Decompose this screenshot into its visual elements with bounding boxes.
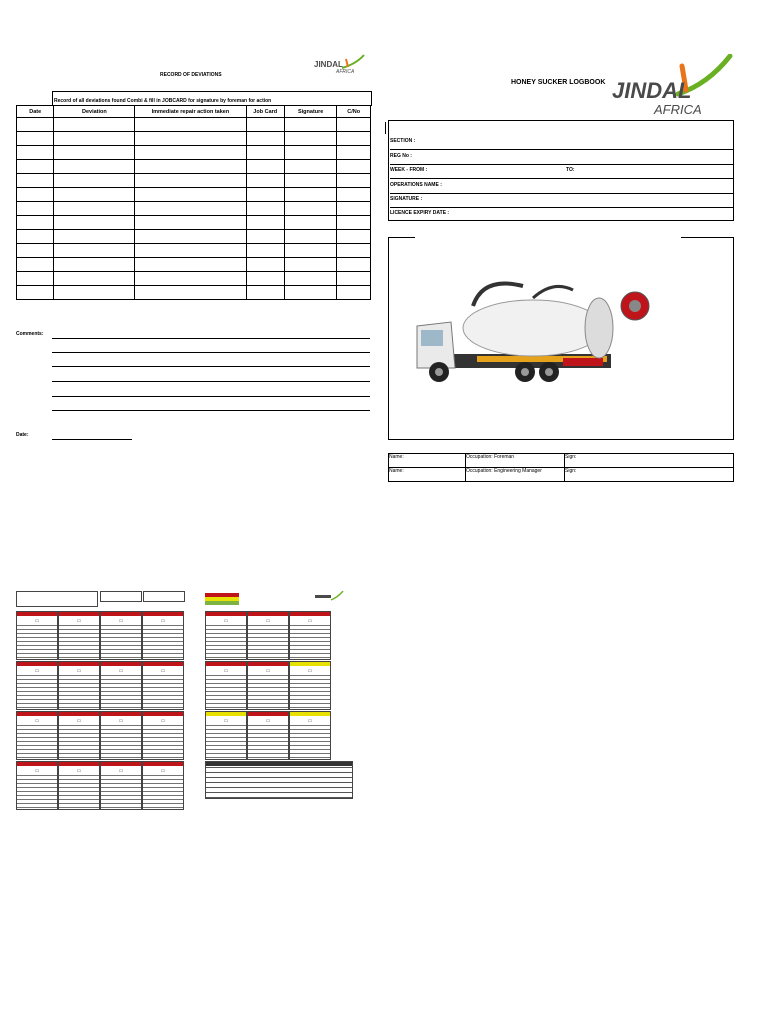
card-rows [143, 625, 183, 658]
signoff-sign[interactable]: Sign: [565, 468, 734, 482]
deviation-cell[interactable] [337, 118, 371, 132]
deviation-cell[interactable] [246, 118, 284, 132]
deviation-cell[interactable] [284, 202, 336, 216]
deviation-cell[interactable] [337, 202, 371, 216]
field-section[interactable]: SECTION : [390, 135, 734, 150]
deviation-row [17, 216, 371, 230]
vehicle-photo-frame [388, 237, 734, 440]
deviation-row [17, 202, 371, 216]
deviation-cell[interactable] [135, 160, 246, 174]
card-item-icon: ▭ [76, 617, 82, 624]
card-item-icon: ▭ [118, 767, 124, 774]
signoff-row-foreman [389, 454, 734, 468]
card-rows [143, 725, 183, 758]
signoff-table [388, 453, 734, 482]
jindal-africa-logo [612, 54, 734, 118]
card-item-icon: ▭ [265, 617, 271, 624]
deviation-cell[interactable] [135, 230, 246, 244]
deviation-cell[interactable] [284, 216, 336, 230]
thumbnail-checklist-card [142, 611, 184, 660]
card-item-icon: ▭ [307, 717, 313, 724]
card-item-icon: ▭ [34, 767, 40, 774]
deviation-cell[interactable] [246, 286, 284, 300]
field-week-from[interactable]: WEEK - FROM : TO: [390, 164, 734, 179]
deviation-cell[interactable] [135, 286, 246, 300]
col-job-card: Job Card [246, 106, 284, 118]
deviation-cell[interactable] [337, 244, 371, 258]
date-line[interactable] [52, 439, 132, 440]
card-rows [59, 775, 99, 808]
deviations-table [16, 105, 371, 300]
thumbnail-checklist-card [205, 711, 247, 760]
card-rows [101, 625, 141, 658]
deviation-cell[interactable] [337, 146, 371, 160]
thumbnail-checklist-card [289, 611, 331, 660]
deviation-cell[interactable] [246, 272, 284, 286]
deviation-row [17, 160, 371, 174]
deviation-cell[interactable] [337, 132, 371, 146]
comment-line[interactable] [52, 410, 370, 411]
col-c-no: C/No [337, 106, 371, 118]
thumbnail-checklist-card [58, 661, 100, 710]
deviation-cell[interactable] [246, 160, 284, 174]
card-rows [59, 675, 99, 708]
deviation-cell[interactable] [337, 286, 371, 300]
thumbnail-header-box [16, 591, 98, 607]
card-item-icon: ▭ [76, 767, 82, 774]
card-item-icon: ▭ [34, 717, 40, 724]
card-rows [17, 725, 57, 758]
deviation-cell[interactable] [17, 202, 54, 216]
signoff-name[interactable]: Name: [389, 454, 466, 468]
card-item-icon: ▭ [160, 617, 166, 624]
thumbnail-checklist-card [58, 711, 100, 760]
deviation-cell[interactable] [17, 230, 54, 244]
deviation-cell[interactable] [17, 244, 54, 258]
deviation-cell[interactable] [135, 216, 246, 230]
field-operations-name[interactable]: OPERATIONS NAME : [390, 179, 734, 194]
deviation-row [17, 118, 371, 132]
deviation-cell[interactable] [17, 216, 54, 230]
deviations-instruction: Record of all deviations found Combi & fill in JOBCARD for signature by foreman for action [54, 98, 272, 104]
card-item-icon: ▭ [76, 667, 82, 674]
thumbnail-checklist-card [16, 761, 58, 810]
logo-brand: JINDAL [612, 78, 692, 103]
deviations-instruction-box [52, 91, 372, 106]
thumbnail-checklist-card [58, 611, 100, 660]
deviation-cell[interactable] [54, 244, 135, 258]
thumbnail-checklist-card [16, 661, 58, 710]
col-signature: Signature [284, 106, 336, 118]
deviation-cell[interactable] [246, 174, 284, 188]
card-item-icon: ▭ [118, 667, 124, 674]
deviation-cell[interactable] [17, 132, 54, 146]
deviations-title: RECORD OF DEVIATIONS [160, 72, 222, 78]
deviation-cell[interactable] [246, 258, 284, 272]
card-rows [206, 725, 246, 758]
deviation-cell[interactable] [246, 216, 284, 230]
card-item-icon: ▭ [307, 617, 313, 624]
card-item-icon: ▭ [265, 717, 271, 724]
card-rows [17, 775, 57, 808]
vacuum-tanker-truck-icon [413, 276, 673, 396]
card-rows [290, 675, 330, 708]
deviation-cell[interactable] [54, 272, 135, 286]
card-item-icon: ▭ [118, 717, 124, 724]
deviation-cell[interactable] [246, 230, 284, 244]
deviation-cell[interactable] [284, 272, 336, 286]
deviation-cell[interactable] [17, 188, 54, 202]
thumbnail-checklist-card [247, 611, 289, 660]
deviation-cell[interactable] [17, 174, 54, 188]
card-rows [206, 625, 246, 658]
comment-line[interactable] [52, 381, 370, 382]
deviation-cell[interactable] [54, 146, 135, 160]
deviation-cell[interactable] [337, 174, 371, 188]
thumbnail-checklist-card [205, 661, 247, 710]
card-rows [290, 625, 330, 658]
thumbnail-checklist-card [142, 761, 184, 810]
deviation-row [17, 146, 371, 160]
deviation-cell[interactable] [135, 146, 246, 160]
col-deviation: Deviation [54, 106, 135, 118]
deviation-cell[interactable] [246, 244, 284, 258]
card-item-icon: ▭ [307, 667, 313, 674]
deviation-cell[interactable] [17, 146, 54, 160]
deviation-cell[interactable] [54, 118, 135, 132]
deviation-row [17, 286, 371, 300]
card-item-icon: ▭ [160, 667, 166, 674]
card-item-icon: ▭ [160, 767, 166, 774]
thumbnail-checklist-card [100, 711, 142, 760]
thumbnail-checklist-card [205, 611, 247, 660]
deviation-row [17, 188, 371, 202]
deviation-cell[interactable] [284, 286, 336, 300]
deviation-cell[interactable] [54, 286, 135, 300]
thumbnail-checklist-card [142, 711, 184, 760]
signoff-occupation: Occupation: Engineering Manager [466, 468, 565, 482]
deviation-row [17, 272, 371, 286]
comment-line[interactable] [52, 338, 370, 339]
thumbnail-checklist-card [16, 611, 58, 660]
thumbnail-checklist-card [16, 711, 58, 760]
card-rows [59, 725, 99, 758]
card-rows [17, 625, 57, 658]
thumbnail-legend-green [205, 601, 239, 605]
card-rows [101, 675, 141, 708]
svg-text:JINDAL: JINDAL [314, 60, 343, 69]
deviations-header-row [17, 106, 371, 118]
deviation-cell[interactable] [135, 202, 246, 216]
card-rows [101, 775, 141, 808]
deviation-cell[interactable] [337, 160, 371, 174]
deviation-row [17, 258, 371, 272]
card-rows [248, 725, 288, 758]
thumbnail-checklist-card [247, 711, 289, 760]
field-reg-no[interactable]: REG No : [390, 150, 734, 165]
thumbnail-checklist-card [247, 661, 289, 710]
deviation-cell[interactable] [54, 216, 135, 230]
thumbnail-checklist-card [100, 661, 142, 710]
deviation-cell[interactable] [135, 244, 246, 258]
thumbnail-header-box [143, 591, 185, 602]
card-rows [290, 725, 330, 758]
deviation-cell[interactable] [54, 174, 135, 188]
deviation-cell[interactable] [284, 174, 336, 188]
card-item-icon: ▭ [223, 617, 229, 624]
deviation-cell[interactable] [54, 202, 135, 216]
thumbnail-checklist-card [100, 611, 142, 660]
signoff-name[interactable]: Name: [389, 468, 466, 482]
deviation-cell[interactable] [135, 132, 246, 146]
deviation-cell[interactable] [17, 258, 54, 272]
card-item-icon: ▭ [76, 717, 82, 724]
thumbnail-checklist-card [142, 661, 184, 710]
deviation-cell[interactable] [284, 146, 336, 160]
card-item-icon: ▭ [34, 617, 40, 624]
deviation-cell[interactable] [337, 188, 371, 202]
deviation-cell[interactable] [17, 272, 54, 286]
deviation-cell[interactable] [54, 188, 135, 202]
deviation-cell[interactable] [54, 132, 135, 146]
deviation-cell[interactable] [337, 230, 371, 244]
deviation-row [17, 244, 371, 258]
field-signature[interactable]: SIGNATURE : [390, 193, 734, 208]
signoff-sign[interactable]: Sign: [565, 454, 734, 468]
deviation-cell[interactable] [284, 230, 336, 244]
deviation-cell[interactable] [284, 160, 336, 174]
deviation-cell[interactable] [246, 146, 284, 160]
card-item-icon: ▭ [265, 667, 271, 674]
signoff-occupation: Occupation: Foreman [466, 454, 565, 468]
comment-line[interactable] [52, 396, 370, 397]
thumbnail-header-box [100, 591, 142, 602]
thumbnail-checklist-card [289, 711, 331, 760]
card-item-icon: ▭ [160, 717, 166, 724]
deviation-cell[interactable] [246, 188, 284, 202]
deviation-cell[interactable] [17, 286, 54, 300]
card-rows [101, 725, 141, 758]
logo-sub: AFRICA [654, 102, 702, 117]
deviation-cell[interactable] [17, 118, 54, 132]
deviation-cell[interactable] [17, 160, 54, 174]
thumbnail-checklist-card [289, 661, 331, 710]
deviation-cell[interactable] [284, 118, 336, 132]
thumbnail-logo [314, 590, 344, 602]
card-rows [248, 675, 288, 708]
card-item-icon: ▭ [34, 667, 40, 674]
card-item-icon: ▭ [223, 667, 229, 674]
deviation-cell[interactable] [284, 188, 336, 202]
logbook-cursor-bar [385, 122, 386, 134]
deviations-logo-small [312, 54, 368, 74]
deviation-cell[interactable] [337, 272, 371, 286]
card-item-icon: ▭ [223, 717, 229, 724]
thumbnail-checklist-card [100, 761, 142, 810]
card-rows [17, 675, 57, 708]
card-rows [143, 775, 183, 808]
deviation-cell[interactable] [284, 258, 336, 272]
deviation-cell[interactable] [337, 258, 371, 272]
col-repair-action: Immediate repair action taken [135, 106, 246, 118]
card-rows [248, 625, 288, 658]
deviation-cell[interactable] [284, 244, 336, 258]
field-licence-expiry[interactable]: LICENCE EXPIRY DATE : [390, 210, 450, 216]
comments-label: Comments: [16, 331, 44, 337]
field-to-label: TO: [566, 167, 575, 173]
deviation-row [17, 230, 371, 244]
deviations-body [17, 118, 371, 300]
deviation-cell[interactable] [246, 132, 284, 146]
deviation-row [17, 132, 371, 146]
deviation-cell[interactable] [135, 174, 246, 188]
deviation-cell[interactable] [337, 216, 371, 230]
card-item-icon: ▭ [118, 617, 124, 624]
deviation-cell[interactable] [135, 258, 246, 272]
deviation-cell[interactable] [135, 188, 246, 202]
deviation-cell[interactable] [54, 230, 135, 244]
card-rows [59, 625, 99, 658]
deviation-cell[interactable] [284, 132, 336, 146]
deviation-cell[interactable] [246, 202, 284, 216]
card-rows [143, 675, 183, 708]
date-label: Date: [16, 432, 29, 438]
deviation-row [17, 174, 371, 188]
logbook-title: HONEY SUCKER LOGBOOK [511, 79, 606, 86]
thumbnail-checklist-card [58, 761, 100, 810]
thumbnail-summary-table [205, 761, 353, 799]
svg-text:AFRICA: AFRICA [336, 69, 355, 74]
deviation-cell[interactable] [135, 272, 246, 286]
signoff-row-engineering-manager [389, 468, 734, 482]
card-rows [206, 675, 246, 708]
col-date: Date [17, 106, 54, 118]
deviation-cell[interactable] [54, 258, 135, 272]
deviation-cell[interactable] [135, 118, 246, 132]
deviation-cell[interactable] [54, 160, 135, 174]
comment-line[interactable] [52, 366, 370, 367]
comment-line[interactable] [52, 352, 370, 353]
